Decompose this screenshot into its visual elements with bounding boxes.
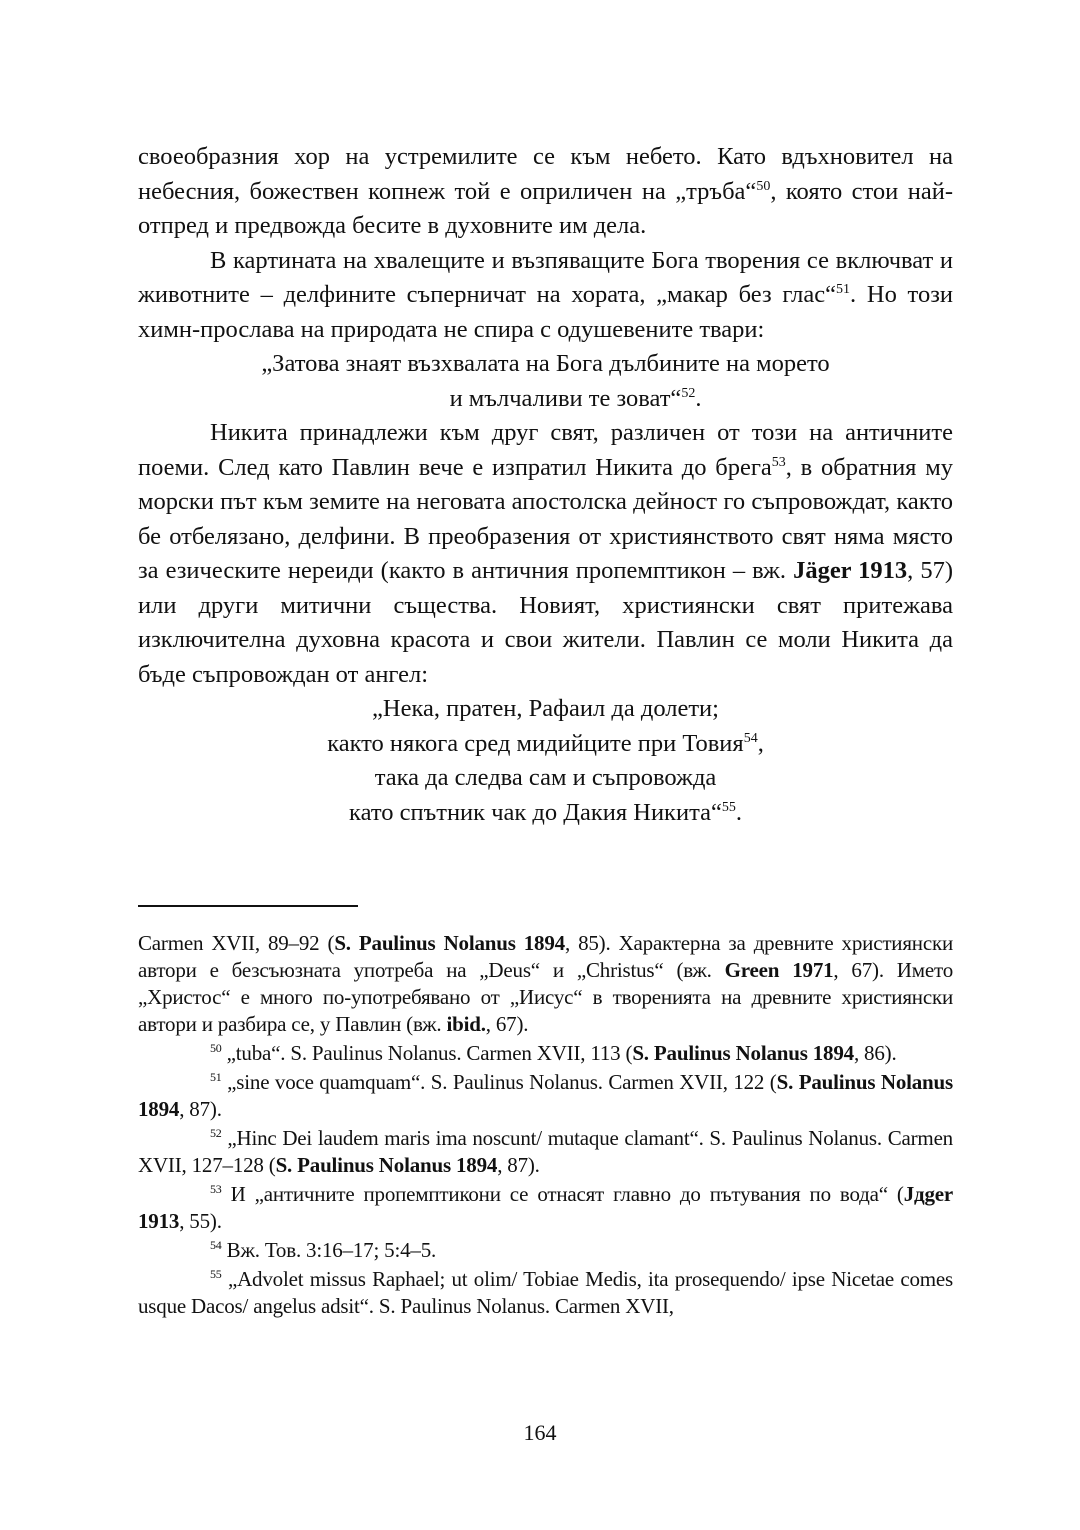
footnote-continuation: Carmen XVII, 89–92 (S. Paulinus Nolanus 1894, 85). Характерна за древните християнски автори е безсъюзната употреба на „Deus“ и „Christus“ (вж. Green 1971, 67). Името „Христос“ е много по-употребявано от „Иисус“ в творенията на древните християнски автори и разбира се, у Павлин (вж. ibid., 67). bbox=[138, 931, 953, 1036]
footnote-ref-50[interactable]: 50 bbox=[756, 178, 771, 194]
verse-2-line-1: „Нека, пратен, Рафаил да долети; bbox=[372, 695, 719, 722]
main-text bbox=[138, 140, 953, 830]
verse-2-line-2: както някога сред мидийците при Товия$^{54}$, bbox=[327, 729, 764, 757]
footnote-53: $^{53}$ И „античните пропемптикони се отнасят главно до пътувания по вода“ (Jдger 1913, 55). bbox=[138, 1182, 953, 1233]
footnote-ref-52[interactable]: 52 bbox=[681, 385, 696, 401]
page-number: 164 bbox=[523, 1420, 557, 1445]
footnote-ref-55[interactable]: 55 bbox=[721, 799, 736, 815]
paragraph-3: Никита принадлежи към друг свят, различен от този на античните поеми. След като Павлин вече е изпратил Никита до брега$^{53}$, в обратния му морски път към земите на неговата апостолска дейност го съпровождат, както бе отбелязано, делфини. В преобразения от християнството свят няма място за езическите нереиди (както в античния пропемптикон – вж. Jäger 1913, 57) или други митични същества. Новият, християнски свят притежава изключителна духовна красота и свои жители. Павлин се моли Никита да бъде съпровождан от ангел: bbox=[138, 419, 953, 688]
footnote-51: $^{51}$ „sine voce quamquam“. S. Paulinus Nolanus. Carmen XVII, 122 (S. Paulinus Nolanus 1894, 87). bbox=[138, 1070, 953, 1121]
verse-1-line-1: „Затова знаят възхвалата на Бога дълбините на морето bbox=[261, 350, 830, 377]
footnote-ref-54[interactable]: 54 bbox=[743, 730, 758, 746]
footnote-55: $^{55}$ „Advolet missus Raphael; ut olim/ Tobiae Medis, ita prosequendo/ ipse Nicetae comes usque Dacos/ angelus adsit“. S. Paulinus Nolanus. Carmen XVII, bbox=[138, 1267, 953, 1318]
paragraph-1: своеобразния хор на устремилите се към небето. Като вдъхновител на небесния, божествен копнеж той е оприличен на „тръба“$^{50}$, която стои най-отпред и предвожда бесите в духовните им дела. bbox=[138, 143, 953, 239]
footnote-separator bbox=[138, 905, 358, 907]
verse-2-line-3: така да следва сам и съпровожда bbox=[374, 764, 717, 791]
verse-1-line-2: и мълчаливи те зоват“$^{52}$. bbox=[449, 384, 702, 412]
footnote-50: $^{50}$ „tuba“. S. Paulinus Nolanus. Carmen XVII, 113 (S. Paulinus Nolanus 1894, 86). bbox=[210, 1041, 897, 1065]
footnote-54: $^{54}$ Вж. Тов. 3:16–17; 5:4–5. bbox=[210, 1238, 437, 1262]
footnote-ref-51[interactable]: 51 bbox=[836, 282, 851, 297]
verse-2-line-4: като спътник чак до Дакия Никита“$^{55}$. bbox=[349, 798, 742, 826]
paragraph-2: В картината на хвалещите и възпяващите Бога творения се включват и животните – делфините съперничат на хората, „макар без глас“$^{51}$. Но този химн-прослава на природата не спира с одушевените твари: bbox=[138, 246, 953, 343]
footnote-52: $^{52}$ „Hinc Dei laudem maris ima noscunt/ mutaque clamant“. S. Paulinus Nolanus. Carmen XVII, 127–128 (S. Paulinus Nolanus 1894, 87). bbox=[138, 1126, 953, 1177]
citation-jager: Jäger 1913 bbox=[793, 557, 908, 584]
footnotes bbox=[138, 930, 953, 1322]
footnote-ref-53[interactable]: 53 bbox=[771, 454, 786, 470]
